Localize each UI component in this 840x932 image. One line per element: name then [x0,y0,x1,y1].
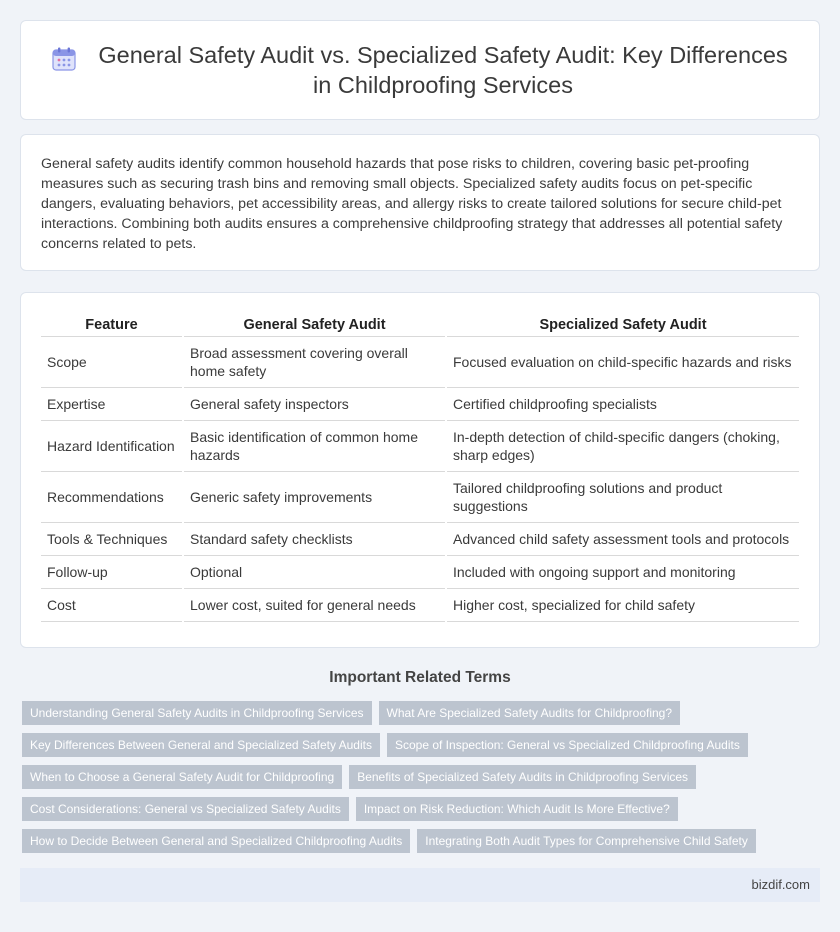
related-term-link[interactable]: Key Differences Between General and Specialized Safety Audits [22,733,380,757]
table-row [41,523,799,556]
related-terms-list [22,701,812,861]
cell-specialized: Advanced child safety assessment tools and protocols [446,523,799,556]
cell-specialized: In-depth detection of child-specific dangers (choking, sharp edges) [446,421,799,472]
header-card [20,20,820,120]
cell-specialized: Focused evaluation on child-specific hazards and risks [446,337,799,388]
cell-specialized: Included with ongoing support and monitoring [446,556,799,589]
cell-feature: Scope [41,337,183,388]
cell-general: Basic identification of common home hazards [183,421,446,472]
related-term-link[interactable]: Cost Considerations: General vs Specialized Safety Audits [22,797,349,821]
table-header-row [41,315,799,337]
cell-general: Standard safety checklists [183,523,446,556]
table-row [41,589,799,622]
footer-site-name[interactable]: bizdif.com [751,877,810,892]
cell-general: General safety inspectors [183,388,446,421]
cell-general: Optional [183,556,446,589]
comparison-card [20,292,820,648]
cell-specialized: Higher cost, specialized for child safety [446,589,799,622]
header-general-audit: General Safety Audit [183,315,446,337]
intro-card [20,134,820,271]
cell-specialized: Tailored childproofing solutions and product suggestions [446,472,799,523]
intro-paragraph: General safety audits identify common household hazards that pose risks to children, covering basic pet-proofing measures such as securing trash bins and removing small objects. Specialized safety audits focus on pet-specific dangers, evaluating behaviors, pet accessibility areas, and allergy risks to create tailored solutions for secure child-pet interactions. Combining both audits ensures a comprehensive childproofing strategy that addresses all potential safety concerns related to pets. [41,156,783,252]
table-row [41,556,799,589]
footer [20,868,820,902]
cell-general: Generic safety improvements [183,472,446,523]
cell-feature: Recommendations [41,472,183,523]
cell-feature: Tools & Techniques [41,523,183,556]
related-term-link[interactable]: Integrating Both Audit Types for Comprehensive Child Safety [417,829,756,853]
related-term-link[interactable]: When to Choose a General Safety Audit for Childproofing [22,765,342,789]
header-specialized-audit: Specialized Safety Audit [446,315,799,337]
comparison-table [41,315,799,622]
table-row [41,337,799,388]
cell-feature: Hazard Identification [41,421,183,472]
page-title: General Safety Audit vs. Specialized Safety Audit: Key Differences in Childproofing Services [98,42,788,98]
cell-feature: Expertise [41,388,183,421]
table-row [41,472,799,523]
cell-feature: Cost [41,589,183,622]
table-row [41,421,799,472]
related-term-link[interactable]: Understanding General Safety Audits in Childproofing Services [22,701,372,725]
related-terms-title: Important Related Terms [329,669,511,686]
related-term-link[interactable]: Benefits of Specialized Safety Audits in Childproofing Services [349,765,696,789]
cell-specialized: Certified childproofing specialists [446,388,799,421]
related-term-link[interactable]: What Are Specialized Safety Audits for Childproofing? [379,701,681,725]
calendar-icon [51,46,77,72]
cell-general: Lower cost, suited for general needs [183,589,446,622]
related-term-link[interactable]: Scope of Inspection: General vs Specialized Childproofing Audits [387,733,748,757]
table-row [41,388,799,421]
cell-feature: Follow-up [41,556,183,589]
cell-general: Broad assessment covering overall home safety [183,337,446,388]
header-feature: Feature [41,315,183,337]
related-term-link[interactable]: Impact on Risk Reduction: Which Audit Is More Effective? [356,797,678,821]
related-term-link[interactable]: How to Decide Between General and Specialized Childproofing Audits [22,829,410,853]
title-wrap [21,21,819,119]
